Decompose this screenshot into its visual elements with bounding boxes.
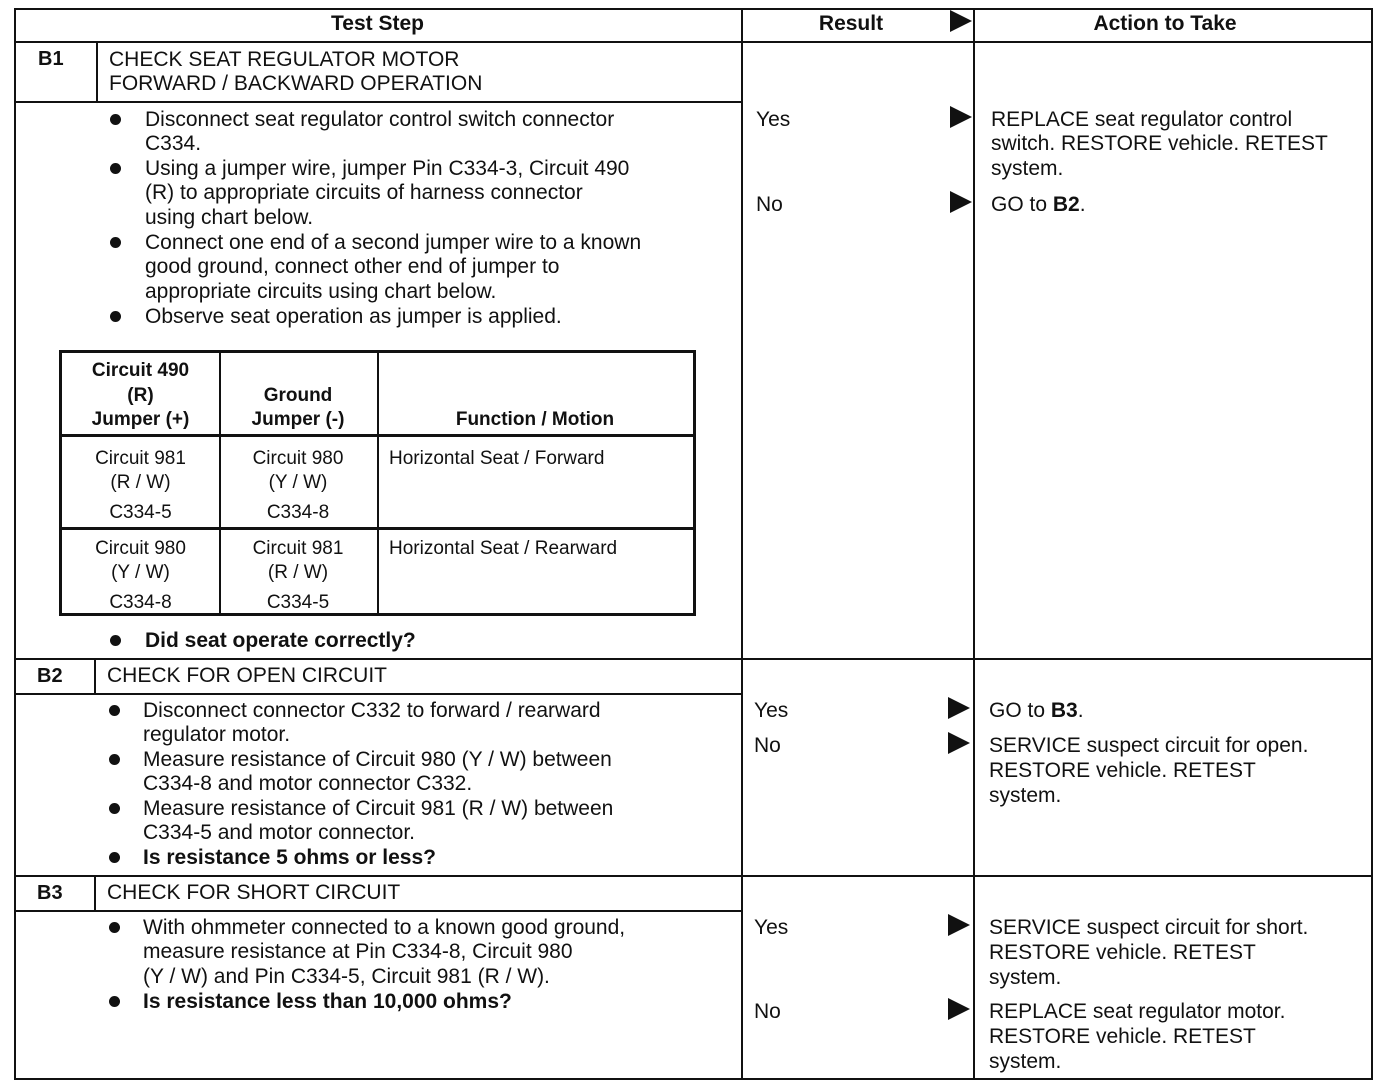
b1-bullet-2-line-2: (R) to appropriate circuits of harness connector — [145, 181, 583, 204]
bullet-icon — [109, 996, 120, 1007]
bullet-icon — [109, 852, 120, 863]
b2-bullet-3-line-1: Measure resistance of Circuit 981 (R / W) between — [143, 797, 614, 820]
b3-no-action-line-1: REPLACE seat regulator motor. — [989, 1000, 1286, 1023]
b2-yes-action — [989, 699, 1084, 724]
b3-title: CHECK FOR SHORT CIRCUIT — [107, 881, 401, 904]
header-arrow-icon — [950, 10, 972, 32]
b2-bullet-1-line-2: regulator motor. — [143, 723, 291, 746]
chart-r2-plus-line-2: (Y / W) — [111, 562, 170, 583]
b2-title-bottom-border — [14, 693, 743, 695]
chart-r2-ground-line-3: C334-5 — [266, 592, 330, 613]
b1-no-action-target: B2 — [1052, 193, 1080, 216]
b3-result-yes: Yes — [754, 916, 789, 939]
b1-no-action — [991, 193, 1086, 218]
table-right-border — [1371, 8, 1373, 1080]
b3-yes-action-line-3: system. — [989, 966, 1062, 989]
chart-r1-plus-line-3: C334-5 — [109, 502, 172, 523]
b3-question: Is resistance less than 10,000 ohms? — [143, 990, 512, 1013]
chart-r1-ground-line-1: Circuit 980 — [252, 448, 344, 469]
b2-yes-action-prefix: GO to — [989, 699, 1051, 722]
chart-r2-plus-line-3: C334-8 — [109, 592, 172, 613]
b1-yes-action-line-3: system. — [991, 157, 1064, 180]
b3-bullet-1-line-1: With ohmmeter connected to a known good ground, — [143, 916, 626, 939]
b1-title-line-2: FORWARD / BACKWARD OPERATION — [109, 72, 483, 95]
b2-top-border — [14, 658, 1373, 660]
jumper-chart — [59, 350, 696, 616]
chart-header-divider — [62, 434, 693, 437]
bullet-icon — [109, 803, 120, 814]
b1-step-id: B1 — [38, 48, 64, 70]
result-column-left-border — [741, 8, 743, 1080]
result-arrow-icon — [948, 998, 970, 1020]
chart-row-divider — [62, 527, 693, 530]
b3-step-id: B3 — [37, 882, 63, 904]
b2-bullet-2-line-2: C334-8 and motor connector C332. — [143, 772, 473, 795]
b2-bullet-3-line-2: C334-5 and motor connector. — [143, 821, 415, 844]
chart-r1-function: Horizontal Seat / Forward — [389, 448, 605, 469]
bullet-icon — [109, 922, 120, 933]
b1-bullet-2-line-3: using chart below. — [145, 206, 314, 229]
b2-no-action-line-1: SERVICE suspect circuit for open. — [989, 734, 1309, 757]
chart-r2-plus-line-1: Circuit 980 — [95, 538, 186, 559]
chart-header-plus-line-3: Jumper (+) — [91, 409, 190, 430]
b1-bullet-1-line-2: C334. — [145, 132, 202, 155]
result-arrow-icon — [950, 106, 972, 128]
b2-no-action-line-3: system. — [989, 784, 1062, 807]
table-top-border — [14, 8, 1373, 10]
b1-bullet-1-line-1: Disconnect seat regulator control switch connector — [145, 108, 615, 131]
b3-bullet-1-line-2: measure resistance at Pin C334-8, Circuit 980 — [143, 940, 573, 963]
result-arrow-icon — [950, 191, 972, 213]
chart-col-divider-2 — [377, 353, 379, 613]
b2-no-action-line-2: RESTORE vehicle. RETEST — [989, 759, 1256, 782]
b2-question: Is resistance 5 ohms or less? — [143, 846, 436, 869]
b1-bullet-4-line-1: Observe seat operation as jumper is applied. — [145, 305, 562, 328]
b1-title-bottom-border — [14, 101, 743, 103]
b2-id-divider — [94, 658, 96, 695]
b1-yes-action-line-1: REPLACE seat regulator control — [991, 108, 1293, 131]
chart-r1-ground-line-3: C334-8 — [266, 502, 330, 523]
b2-bullet-1-line-1: Disconnect connector C332 to forward / rearward — [143, 699, 601, 722]
result-arrow-icon — [948, 697, 970, 719]
action-column-left-border — [973, 8, 975, 1080]
b1-yes-action-line-2: switch. RESTORE vehicle. RETEST — [991, 132, 1328, 155]
b2-yes-action-target: B3 — [1050, 699, 1078, 722]
chart-header-ground-line-2: Jumper (-) — [251, 409, 345, 430]
header-action: Action to Take — [1093, 12, 1237, 35]
b2-yes-action-suffix: . — [1077, 699, 1084, 722]
bullet-icon — [109, 754, 120, 765]
bullet-icon — [110, 311, 121, 322]
chart-header-plus-line-2: (R) — [127, 385, 154, 406]
b3-no-action-line-3: system. — [989, 1050, 1062, 1073]
b1-bullet-2-line-1: Using a jumper wire, jumper Pin C334-3, Circuit 490 — [145, 157, 630, 180]
b3-id-divider — [94, 875, 96, 912]
chart-r1-plus-line-1: Circuit 981 — [95, 448, 186, 469]
b1-no-action-prefix: GO to — [991, 193, 1053, 216]
b3-title-bottom-border — [14, 910, 743, 912]
b3-yes-action-line-2: RESTORE vehicle. RETEST — [989, 941, 1256, 964]
b1-bullet-3-line-2: good ground, connect other end of jumper to — [145, 255, 560, 278]
chart-r2-ground-line-2: (R / W) — [267, 562, 329, 583]
chart-r2-ground-line-1: Circuit 981 — [252, 538, 344, 559]
chart-r1-plus-line-2: (R / W) — [110, 472, 171, 493]
b1-question: Did seat operate correctly? — [145, 629, 416, 652]
table-left-border — [14, 8, 16, 1080]
b1-bullet-3-line-3: appropriate circuits using chart below. — [145, 280, 497, 303]
header-result: Result — [818, 12, 884, 35]
b2-result-no: No — [754, 734, 781, 757]
b3-top-border — [14, 875, 1373, 877]
b1-no-action-suffix: . — [1079, 193, 1086, 216]
result-arrow-icon — [948, 914, 970, 936]
chart-header-plus-line-1: Circuit 490 — [91, 360, 190, 381]
chart-header-ground-line-1: Ground — [263, 385, 333, 406]
b1-bullet-3-line-1: Connect one end of a second jumper wire to a known — [145, 231, 642, 254]
b3-bullet-1-line-3: (Y / W) and Pin C334-5, Circuit 981 (R / W). — [143, 965, 550, 988]
b3-result-no: No — [754, 1000, 781, 1023]
b2-title: CHECK FOR OPEN CIRCUIT — [107, 664, 388, 687]
b3-yes-action-line-1: SERVICE suspect circuit for short. — [989, 916, 1309, 939]
table-bottom-border — [14, 1078, 1373, 1080]
b3-no-action-line-2: RESTORE vehicle. RETEST — [989, 1025, 1256, 1048]
chart-r2-function: Horizontal Seat / Rearward — [389, 538, 618, 559]
bullet-icon — [110, 237, 121, 248]
result-arrow-icon — [948, 732, 970, 754]
b1-result-no: No — [756, 193, 783, 216]
b1-result-yes: Yes — [756, 108, 791, 131]
b2-bullet-2-line-1: Measure resistance of Circuit 980 (Y / W) between — [143, 748, 612, 771]
chart-r1-ground-line-2: (Y / W) — [268, 472, 328, 493]
b1-id-divider — [96, 41, 98, 103]
b1-title-line-1: CHECK SEAT REGULATOR MOTOR — [109, 48, 460, 71]
b2-step-id: B2 — [37, 665, 63, 687]
bullet-icon — [109, 705, 120, 716]
bullet-icon — [110, 114, 121, 125]
bullet-icon — [110, 163, 121, 174]
b2-result-yes: Yes — [754, 699, 789, 722]
header-test-step: Test Step — [331, 12, 424, 35]
chart-header-function: Function / Motion — [455, 409, 615, 430]
bullet-icon — [110, 635, 121, 646]
header-bottom-border — [14, 41, 1373, 43]
